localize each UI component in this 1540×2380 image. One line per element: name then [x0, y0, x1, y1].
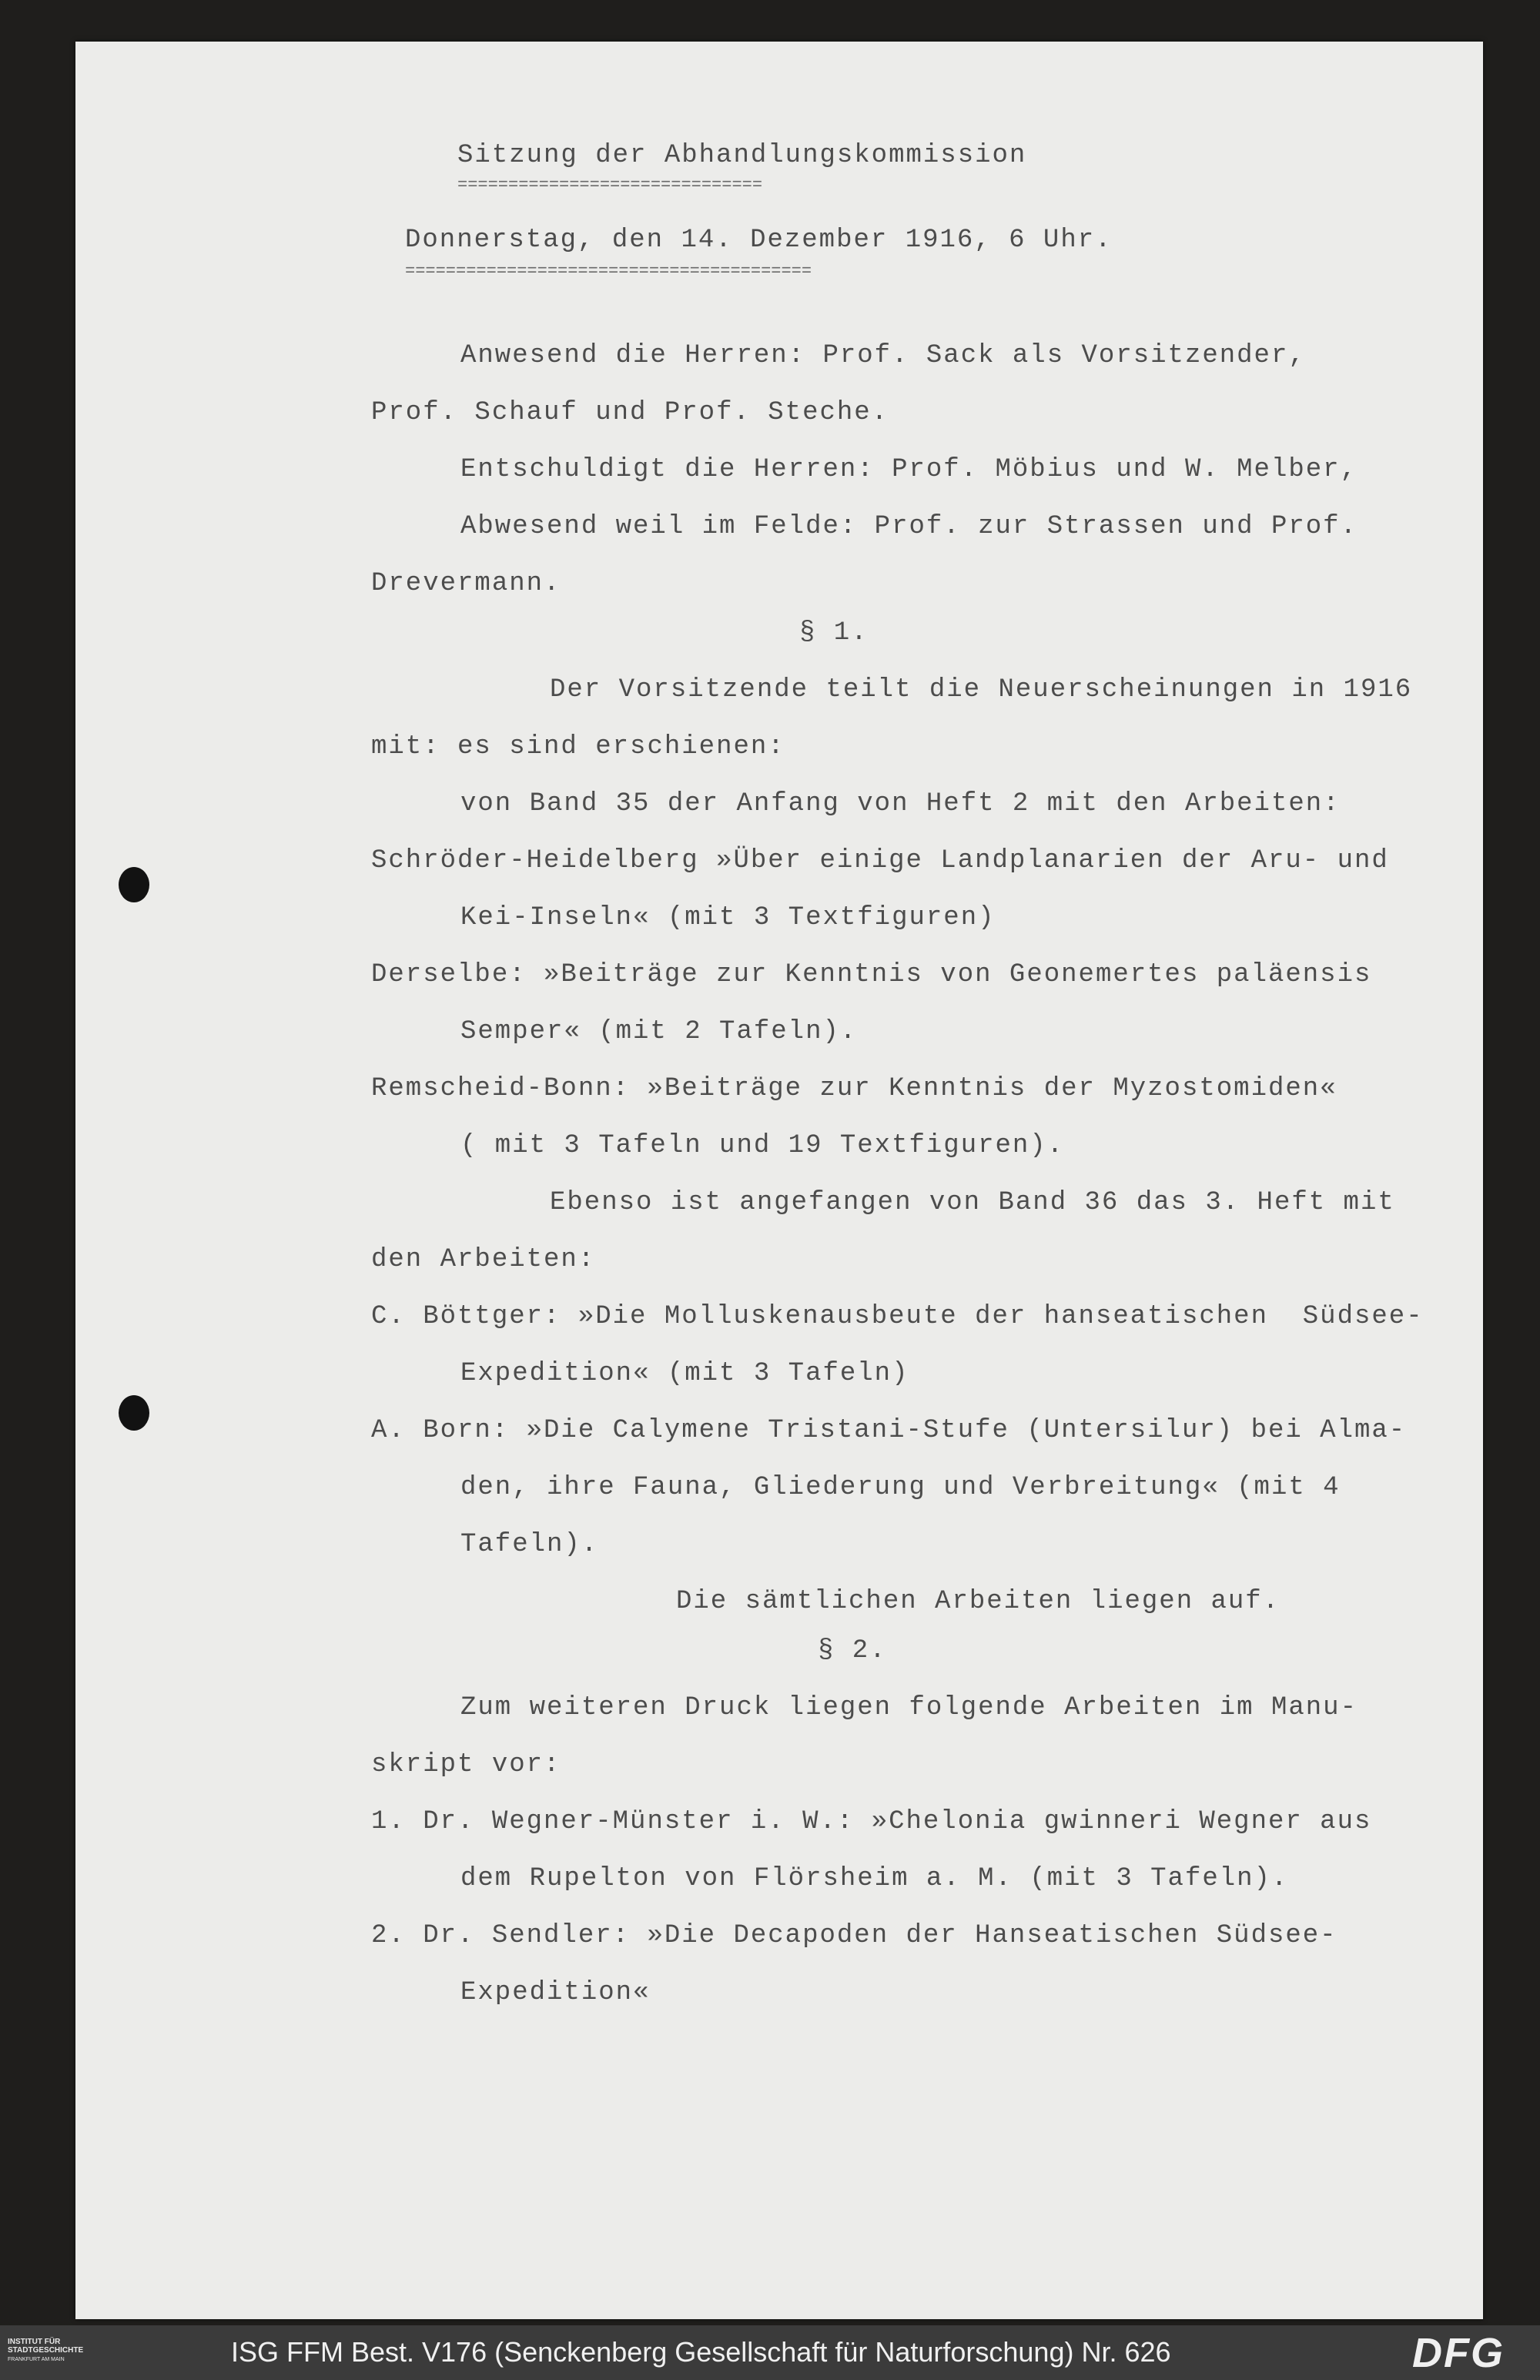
- institute-logo: [8, 2338, 83, 2364]
- text-line: Zum weiteren Druck liegen folgende Arbeiten im Manu-: [460, 1693, 1358, 1722]
- text-line: 2. Dr. Sendler: »Die Decapoden der Hanseatischen Südsee-: [371, 1921, 1337, 1950]
- archive-caption: ISG FFM Best. V176 (Senckenberg Gesellschaft für Naturforschung) Nr. 626: [231, 2336, 1171, 2368]
- text-line: skript vor:: [371, 1750, 561, 1779]
- text-line: Derselbe: »Beiträge zur Kenntnis von Geonemertes paläensis: [371, 960, 1372, 989]
- section-heading: § 2.: [818, 1636, 887, 1665]
- text-line: Expedition« (mit 3 Tafeln): [460, 1359, 909, 1388]
- section-heading: § 1.: [799, 618, 869, 648]
- text-line: Der Vorsitzende teilt die Neuerscheinungen in 1916: [550, 675, 1413, 705]
- text-line: von Band 35 der Anfang von Heft 2 mit den Arbeiten:: [460, 789, 1341, 818]
- institute-line: FRANKFURT AM MAIN: [8, 2357, 65, 2362]
- text-line: Abwesend weil im Felde: Prof. zur Strassen und Prof.: [460, 512, 1358, 541]
- date-underline: ========================================: [405, 262, 812, 281]
- text-line: ( mit 3 Tafeln und 19 Textfiguren).: [460, 1131, 1065, 1160]
- text-line: Drevermann.: [371, 569, 561, 598]
- text-line: Expedition«: [460, 1978, 651, 2007]
- text-line: Kei-Inseln« (mit 3 Textfiguren): [460, 903, 996, 932]
- text-line: Die sämtlichen Arbeiten liegen auf.: [676, 1587, 1281, 1616]
- title-underline: ==============================: [457, 176, 763, 195]
- text-line: 1. Dr. Wegner-Münster i. W.: »Chelonia gwinneri Wegner aus: [371, 1807, 1372, 1836]
- text-line: Schröder-Heidelberg »Über einige Landplanarien der Aru- und: [371, 846, 1389, 875]
- text-line: dem Rupelton von Flörsheim a. M. (mit 3 Tafeln).: [460, 1864, 1289, 1893]
- text-line: Ebenso ist angefangen von Band 36 das 3. Heft mit: [550, 1188, 1395, 1217]
- text-line: Prof. Schauf und Prof. Steche.: [371, 398, 889, 427]
- text-line: mit: es sind erschienen:: [371, 732, 785, 762]
- text-line: Tafeln).: [460, 1530, 599, 1559]
- text-line: Remscheid-Bonn: »Beiträge zur Kenntnis der Myzostomiden«: [371, 1074, 1337, 1103]
- meeting-date: Donnerstag, den 14. Dezember 1916, 6 Uhr.: [405, 226, 1113, 255]
- archive-footer: [0, 2325, 1540, 2380]
- text-line: den Arbeiten:: [371, 1245, 596, 1274]
- dfg-logo: DFG: [1412, 2330, 1505, 2376]
- punch-hole-lower: [119, 1395, 149, 1431]
- text-line: Anwesend die Herren: Prof. Sack als Vorsitzender,: [460, 341, 1306, 370]
- text-line: A. Born: »Die Calymene Tristani-Stufe (Untersilur) bei Alma-: [371, 1416, 1407, 1445]
- document-title: Sitzung der Abhandlungskommission: [457, 141, 1027, 170]
- text-line: Semper« (mit 2 Tafeln).: [460, 1017, 858, 1046]
- institute-line: INSTITUT FÜR: [8, 2338, 61, 2346]
- text-line: Entschuldigt die Herren: Prof. Möbius und W. Melber,: [460, 455, 1358, 484]
- punch-hole-upper: [119, 867, 149, 902]
- document-page: [75, 42, 1483, 2319]
- text-line: C. Böttger: »Die Molluskenausbeute der hanseatischen Südsee-: [371, 1302, 1424, 1331]
- institute-line: STADTGESCHICHTE: [8, 2346, 84, 2355]
- text-line: den, ihre Fauna, Gliederung und Verbreitung« (mit 4: [460, 1473, 1341, 1502]
